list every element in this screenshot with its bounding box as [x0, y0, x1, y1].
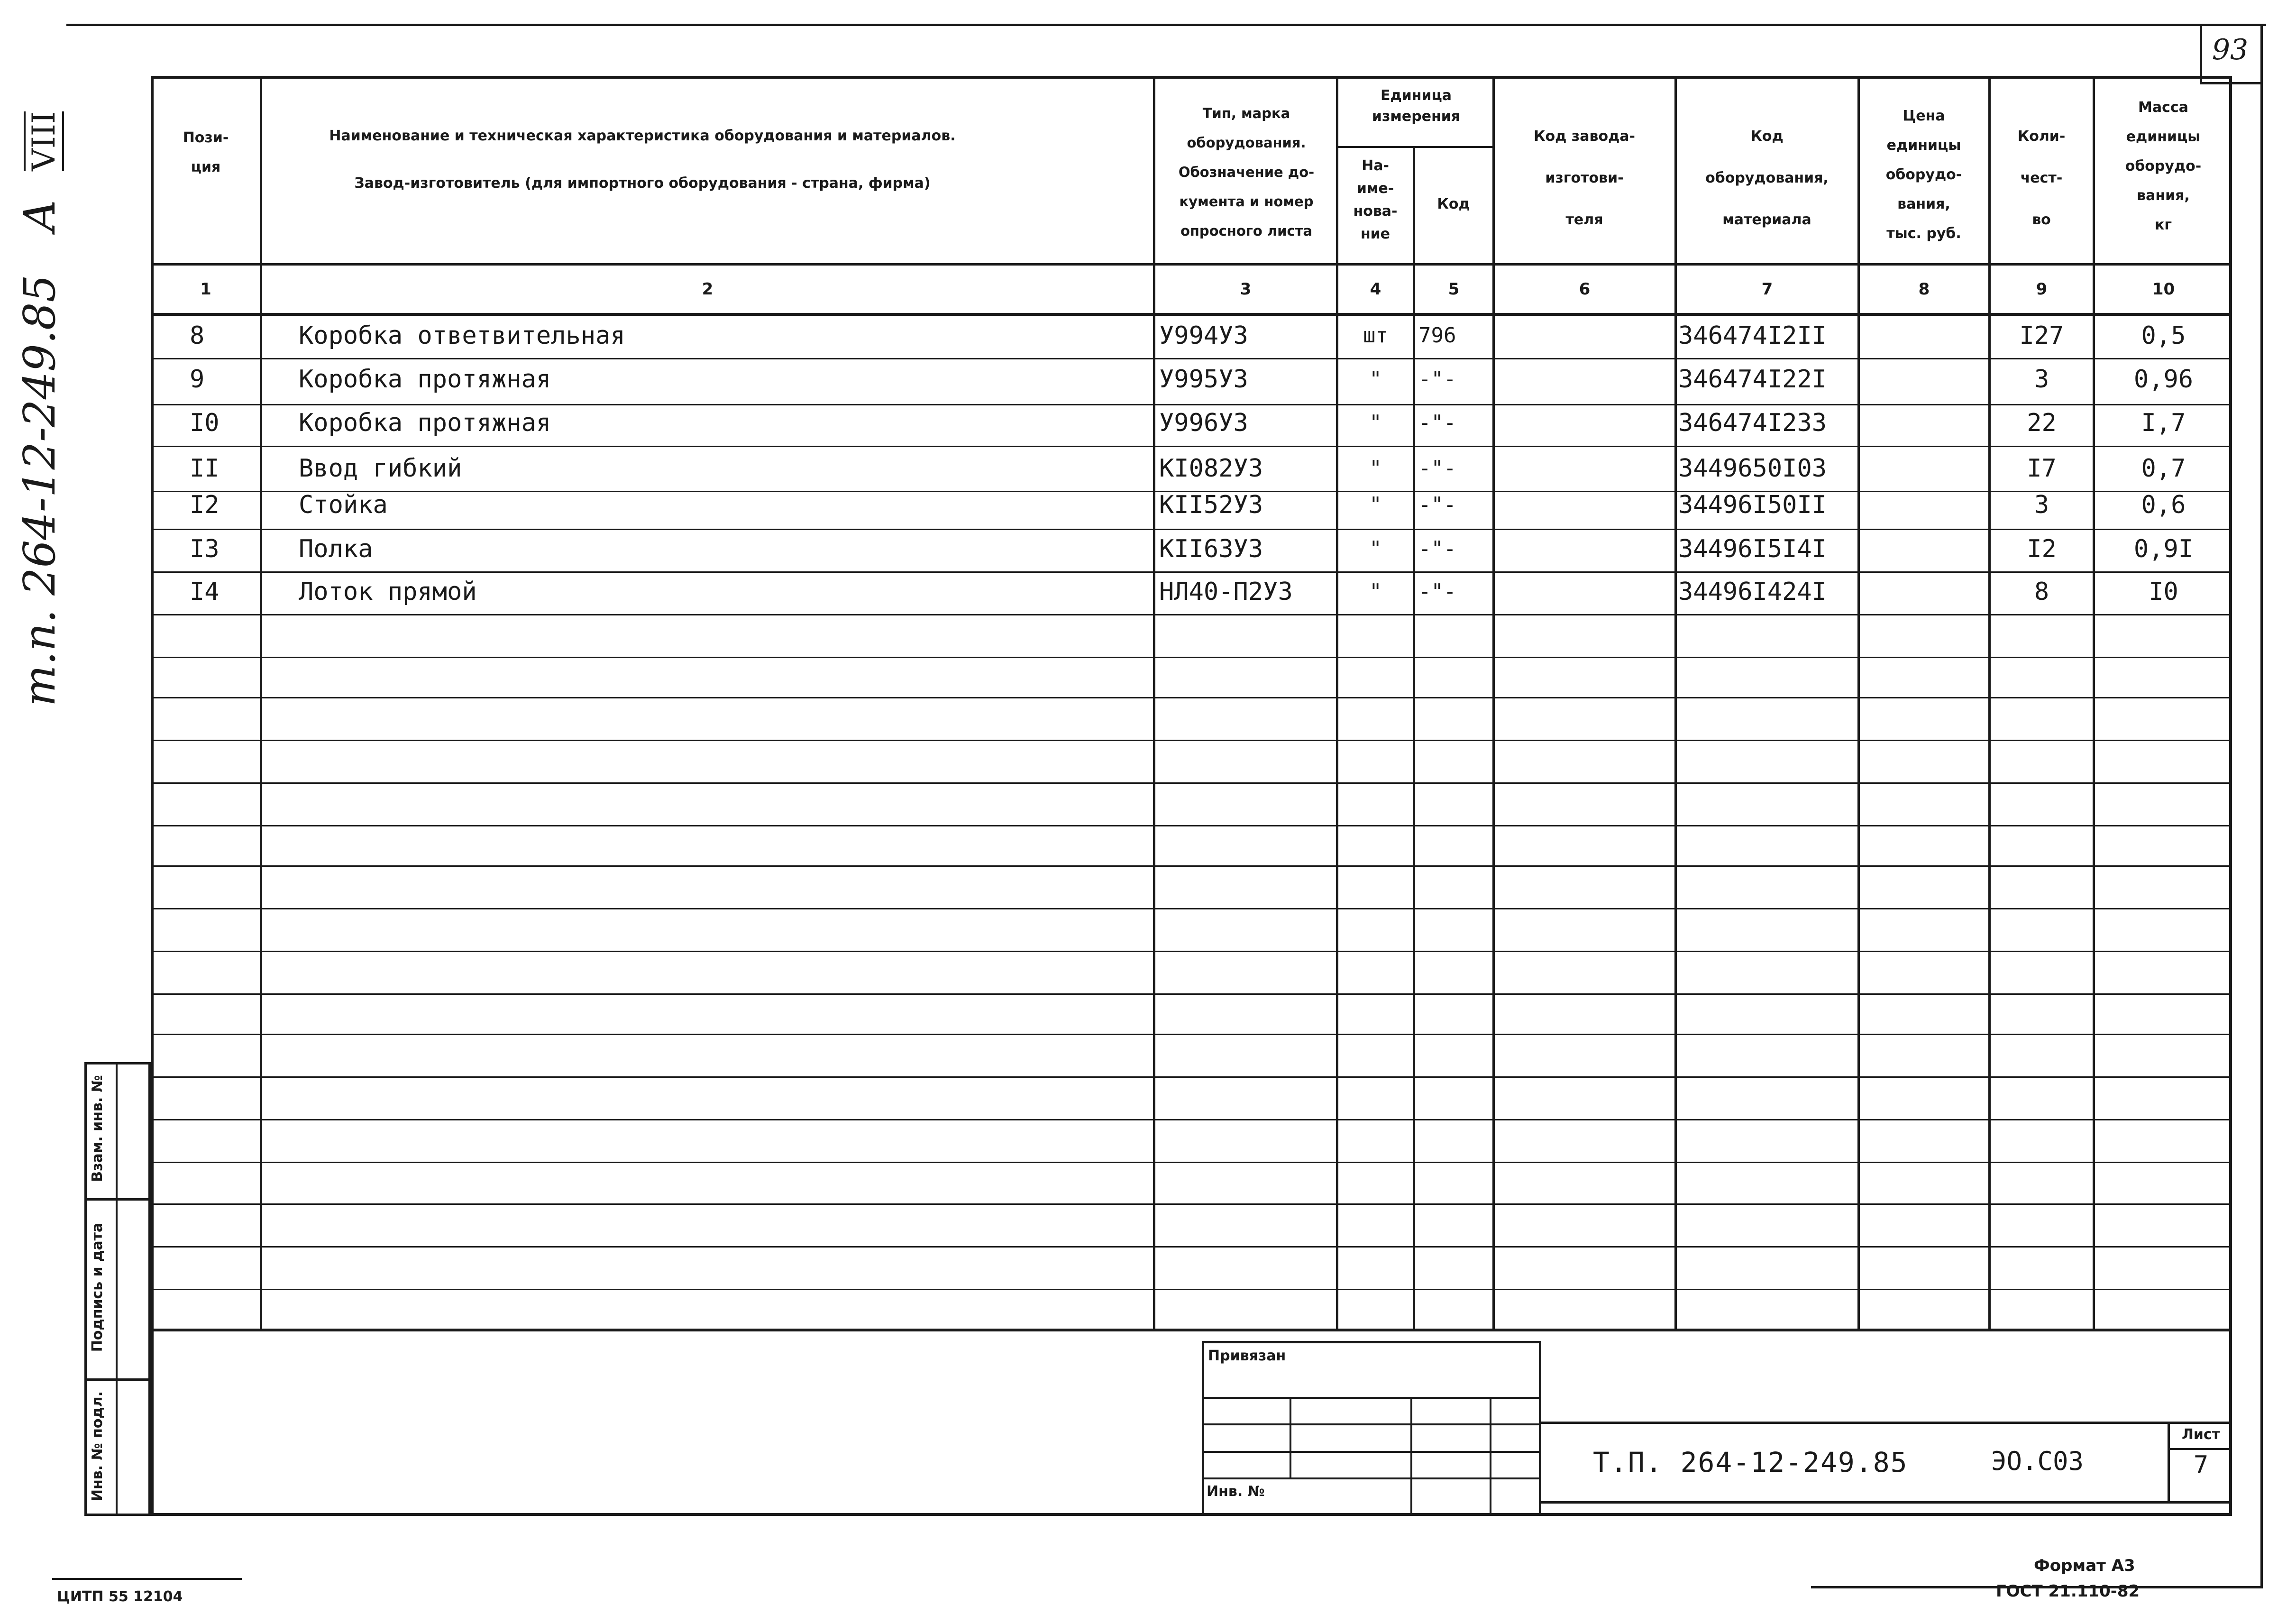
header-quantity: Коли- чест- во [2017, 128, 2066, 228]
unit-code-cell: -"- [1418, 456, 1456, 480]
unit-code-cell: -"- [1418, 493, 1456, 517]
colnum-8: 8 [1918, 280, 1930, 299]
quantity-cell: I27 [2019, 321, 2064, 350]
header-unit-name: На- име- нова- ние [1353, 157, 1398, 242]
mass-cell: 0,7 [2141, 454, 2186, 483]
unit-code-cell: -"- [1418, 411, 1456, 435]
col-line-2 [1153, 76, 1155, 1331]
type-cell: У995У3 [1159, 365, 1248, 394]
row-rule [151, 908, 2232, 909]
sheet-label: Лист [2181, 1426, 2221, 1443]
row-rule [151, 446, 2232, 447]
unit-name-cell: " [1369, 537, 1382, 561]
header-position: Пози- ция [183, 129, 229, 175]
row-rule [151, 1076, 2232, 1078]
top-border-line [66, 24, 2266, 26]
side-album-no: VIII [24, 111, 64, 171]
unit-code-cell: -"- [1418, 579, 1456, 604]
privyazan-col-3 [1490, 1397, 1491, 1516]
col-line-5 [1492, 76, 1495, 1331]
col-line-8 [1988, 76, 1991, 1331]
unit-name-cell: " [1369, 367, 1382, 391]
header-equipment-code: Код оборудования, материала [1705, 128, 1829, 228]
row-rule [151, 782, 2232, 784]
privyazan-col-2 [1410, 1397, 1412, 1516]
col-line-4 [1413, 147, 1415, 1331]
stamp-podpis: Подпись и дата [89, 1222, 106, 1352]
header-mass: Масса единицы оборудо- вания, кг [2125, 99, 2202, 233]
equipment-code-cell: 3449650I03 [1678, 454, 1827, 483]
type-cell: КII52У3 [1159, 491, 1263, 519]
header-unit-group: Единица измерения [1372, 87, 1461, 125]
position-cell: 9 [190, 365, 205, 394]
row-rule [151, 951, 2232, 952]
quantity-cell: 22 [2027, 409, 2057, 437]
colnum-bottom-line [151, 313, 2232, 316]
name-cell: Полка [299, 535, 373, 563]
footer-left-line [52, 1578, 242, 1580]
name-cell: Стойка [299, 491, 388, 519]
unit-name-cell: шт [1363, 323, 1388, 348]
privyazan-label: Привязан [1208, 1348, 1286, 1364]
name-cell: Коробка ответвительная [299, 321, 625, 350]
type-cell: КI082У3 [1159, 454, 1263, 483]
header-type: Тип, марка оборудования. Обозначение до- кумента и номер опросного листа [1178, 105, 1315, 239]
name-cell: Ввод гибкий [299, 454, 462, 483]
colnum-7: 7 [1761, 280, 1773, 299]
header-name-line1: Наименование и техническая характеристика оборудования и материалов. [329, 128, 956, 144]
row-rule [151, 993, 2232, 995]
position-cell: I3 [190, 535, 220, 563]
header-unit-code: Код [1437, 196, 1470, 212]
inv-no-label: Инв. № [1207, 1483, 1265, 1500]
equipment-code-cell: 34496I5I4I [1678, 535, 1827, 563]
stamp-inv-podl: Инв. № подл. [89, 1391, 106, 1502]
row-rule [151, 825, 2232, 826]
format-label: Формат А3 [2034, 1556, 2135, 1575]
quantity-cell: 3 [2034, 365, 2049, 394]
colnum-4: 4 [1370, 280, 1381, 299]
quantity-cell: 8 [2034, 578, 2049, 606]
equipment-code-cell: 346474I22I [1678, 365, 1827, 394]
unit-name-cell: " [1369, 411, 1382, 435]
unit-code-cell: -"- [1418, 367, 1456, 391]
unit-code-cell: 796 [1418, 323, 1456, 348]
mass-cell: I,7 [2141, 409, 2186, 437]
sheet-number: 7 [2193, 1451, 2209, 1479]
row-rule [151, 865, 2232, 867]
equipment-code-cell: 34496I50II [1678, 491, 1827, 519]
quantity-cell: I7 [2027, 454, 2057, 483]
equipment-code-cell: 346474I233 [1678, 409, 1827, 437]
col-line-9 [2093, 76, 2095, 1331]
row-rule [151, 657, 2232, 658]
sheet-mark: 93 [2212, 33, 2249, 66]
mass-cell: 0,9I [2133, 535, 2194, 563]
type-cell: КII63У3 [1159, 535, 1263, 563]
colnum-5: 5 [1448, 280, 1460, 299]
quantity-cell: 3 [2034, 491, 2049, 519]
unit-group-line [1336, 146, 1495, 148]
position-cell: I0 [190, 409, 220, 437]
row-rule [151, 1034, 2232, 1035]
equipment-code-cell: 34496I424I [1678, 578, 1827, 606]
header-factory-code: Код завода- изготови- теля [1534, 128, 1635, 228]
colnum-6: 6 [1579, 280, 1591, 299]
row-rule [151, 404, 2232, 405]
quantity-cell: I2 [2027, 535, 2057, 563]
sheet-box-divider [2168, 1448, 2232, 1450]
row-rule [151, 740, 2232, 741]
mass-cell: 0,5 [2141, 321, 2186, 350]
mass-cell: I0 [2149, 578, 2178, 606]
row-rule [151, 571, 2232, 573]
colnum-2: 2 [702, 280, 713, 299]
left-stamp-divider [116, 1062, 118, 1516]
row-rule [151, 1289, 2232, 1290]
position-cell: I4 [190, 578, 220, 606]
unit-code-cell: -"- [1418, 537, 1456, 561]
name-cell: Коробка протяжная [299, 365, 551, 394]
row-rule [151, 529, 2232, 530]
drawing-code: ЭО.С03 [1991, 1446, 2084, 1476]
unit-name-cell: " [1369, 456, 1382, 480]
type-cell: У996У3 [1159, 409, 1248, 437]
unit-name-cell: " [1369, 493, 1382, 517]
colnum-3: 3 [1240, 280, 1252, 299]
right-border-line [2260, 24, 2263, 1588]
unit-name-cell: " [1369, 579, 1382, 604]
privyazan-col-1 [1290, 1397, 1291, 1477]
col-line-7 [1857, 76, 1860, 1331]
colnum-1: 1 [200, 280, 211, 299]
position-cell: II [190, 454, 220, 483]
header-bottom-line [151, 263, 2232, 266]
side-album: А [14, 199, 65, 232]
drawing-designation: Т.П. 264-12-249.85 [1593, 1446, 1908, 1478]
col-line-6 [1674, 76, 1677, 1331]
row-rule [151, 1203, 2232, 1205]
position-cell: 8 [190, 321, 205, 350]
mass-cell: 0,6 [2141, 491, 2186, 519]
row-rule [151, 1119, 2232, 1120]
name-cell: Лоток прямой [299, 578, 477, 606]
side-designation [14, 111, 71, 706]
equipment-code-cell: 346474I2II [1678, 321, 1827, 350]
stamp-vzam: Взам. инв. № [89, 1075, 106, 1182]
col-line-3 [1336, 76, 1338, 1331]
colnum-9: 9 [2036, 280, 2048, 299]
printer-label: ЦИТП 55 12104 [57, 1588, 183, 1605]
type-cell: НЛ40-П2У3 [1159, 578, 1293, 606]
title-block-bottom [1541, 1501, 2232, 1504]
position-cell: I2 [190, 491, 220, 519]
header-name-line2: Завод-изготовитель (для импортного оборудования - страна, фирма) [354, 175, 931, 192]
row-rule [151, 1162, 2232, 1163]
row-rule [151, 1246, 2232, 1248]
name-cell: Коробка протяжная [299, 409, 551, 437]
side-designation-text: т.п. 264-12-249.85 [14, 275, 65, 706]
colnum-10: 10 [2152, 280, 2175, 299]
type-cell: У994У3 [1159, 321, 1248, 350]
col-line-1 [260, 76, 262, 1331]
title-block-top [1541, 1422, 2232, 1424]
header-price: Цена единицы оборудо- вания, тыс. руб. [1885, 108, 1962, 242]
mass-cell: 0,96 [2133, 365, 2194, 394]
row-rule [151, 358, 2232, 359]
row-rule [151, 614, 2232, 615]
row-rule [151, 697, 2232, 698]
gost-label: ГОСТ 21.110-82 [1996, 1582, 2140, 1601]
